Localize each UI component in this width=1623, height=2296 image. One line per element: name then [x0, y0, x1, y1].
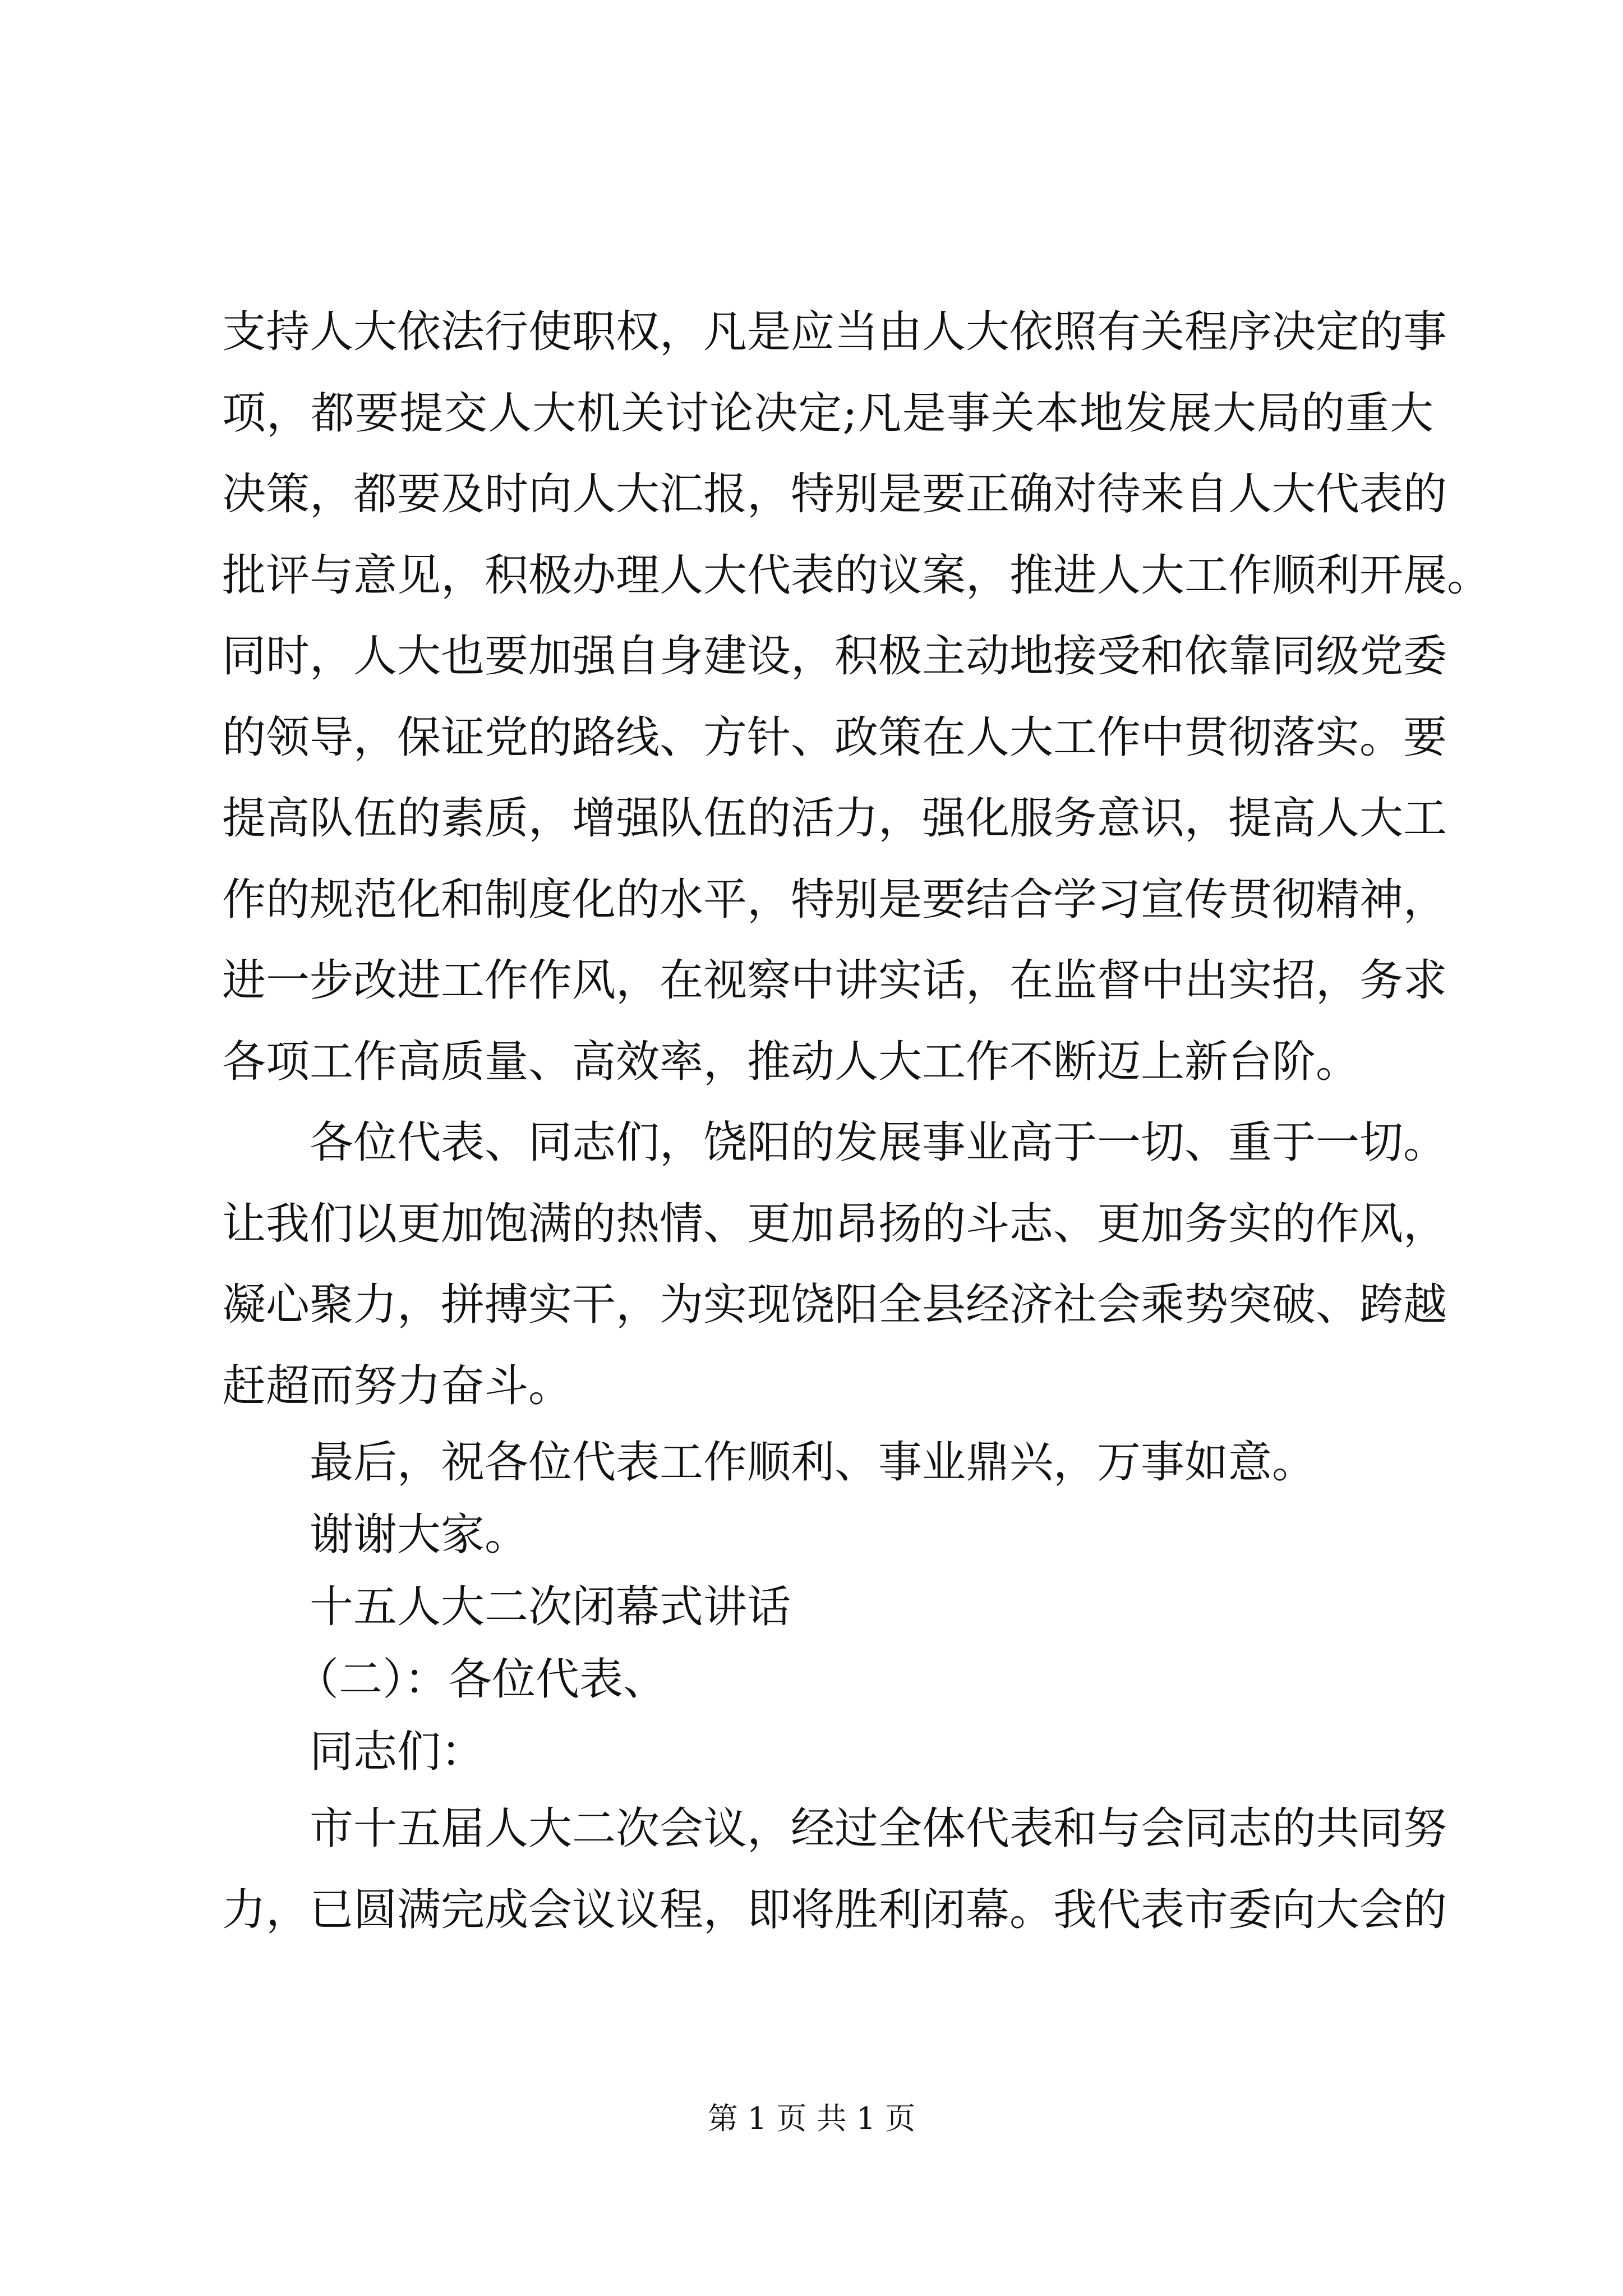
text-line: 各位代表、同志们，饶阳的发展事业高于一切、重于一切。 — [310, 1117, 1447, 1168]
text-line: 决策，都要及时向人大汇报，特别是要正确对待来自人大代表的 — [222, 469, 1447, 519]
text-line: 凝心聚力，拼搏实干，为实现饶阳全县经济社会乘势突破、跨越 — [222, 1280, 1447, 1330]
text-line: 让我们以更加饱满的热情、更加昂扬的斗志、更加务实的作风， — [222, 1198, 1447, 1249]
page-footer: 第 1 页 共 1 页 — [707, 2101, 916, 2136]
text-line: 的领导，保证党的路线、方针、政策在人大工作中贯彻落实。要 — [222, 712, 1447, 763]
text-line: 进一步改进工作作风，在视察中讲实话，在监督中出实招，务求 — [222, 955, 1447, 1006]
document-body — [222, 292, 1491, 1950]
text-line: 提高队伍的素质，增强队伍的活力，强化服务意识，提高人大工 — [222, 793, 1447, 844]
salutation-line: 同志们： — [310, 1727, 485, 1777]
text-line: 赶超而努力奋斗。 — [222, 1360, 573, 1411]
text-line: 各项工作高质量、高效率，推动人大工作不断迈上新台阶。 — [222, 1036, 1360, 1087]
salutation-line: （二）：各位代表、 — [295, 1654, 667, 1705]
closing-thanks: 谢谢大家。 — [310, 1510, 529, 1560]
text-line: 支持人大依法行使职权，凡是应当由人大依照有关程序决定的事 — [222, 307, 1447, 357]
text-line: 市十五届人大二次会议，经过全体代表和与会同志的共同努 — [310, 1803, 1447, 1854]
text-line: 最后，祝各位代表工作顺利、事业鼎兴，万事如意。 — [310, 1437, 1316, 1488]
text-line: 批评与意见，积极办理人大代表的议案，推进人大工作顺利开展。 — [222, 550, 1491, 601]
text-line: 力，已圆满完成会议议程，即将胜利闭幕。我代表市委向大会的 — [222, 1884, 1447, 1935]
text-line: 同时，人大也要加强自身建设，积极主动地接受和依靠同级党委 — [222, 631, 1447, 682]
section-title: 十五人大二次闭幕式讲话 — [310, 1582, 791, 1632]
text-line: 作的规范化和制度化的水平，特别是要结合学习宣传贯彻精神， — [222, 874, 1447, 925]
text-line: 项，都要提交人大机关讨论决定;凡是事关本地发展大局的重大 — [222, 388, 1433, 439]
